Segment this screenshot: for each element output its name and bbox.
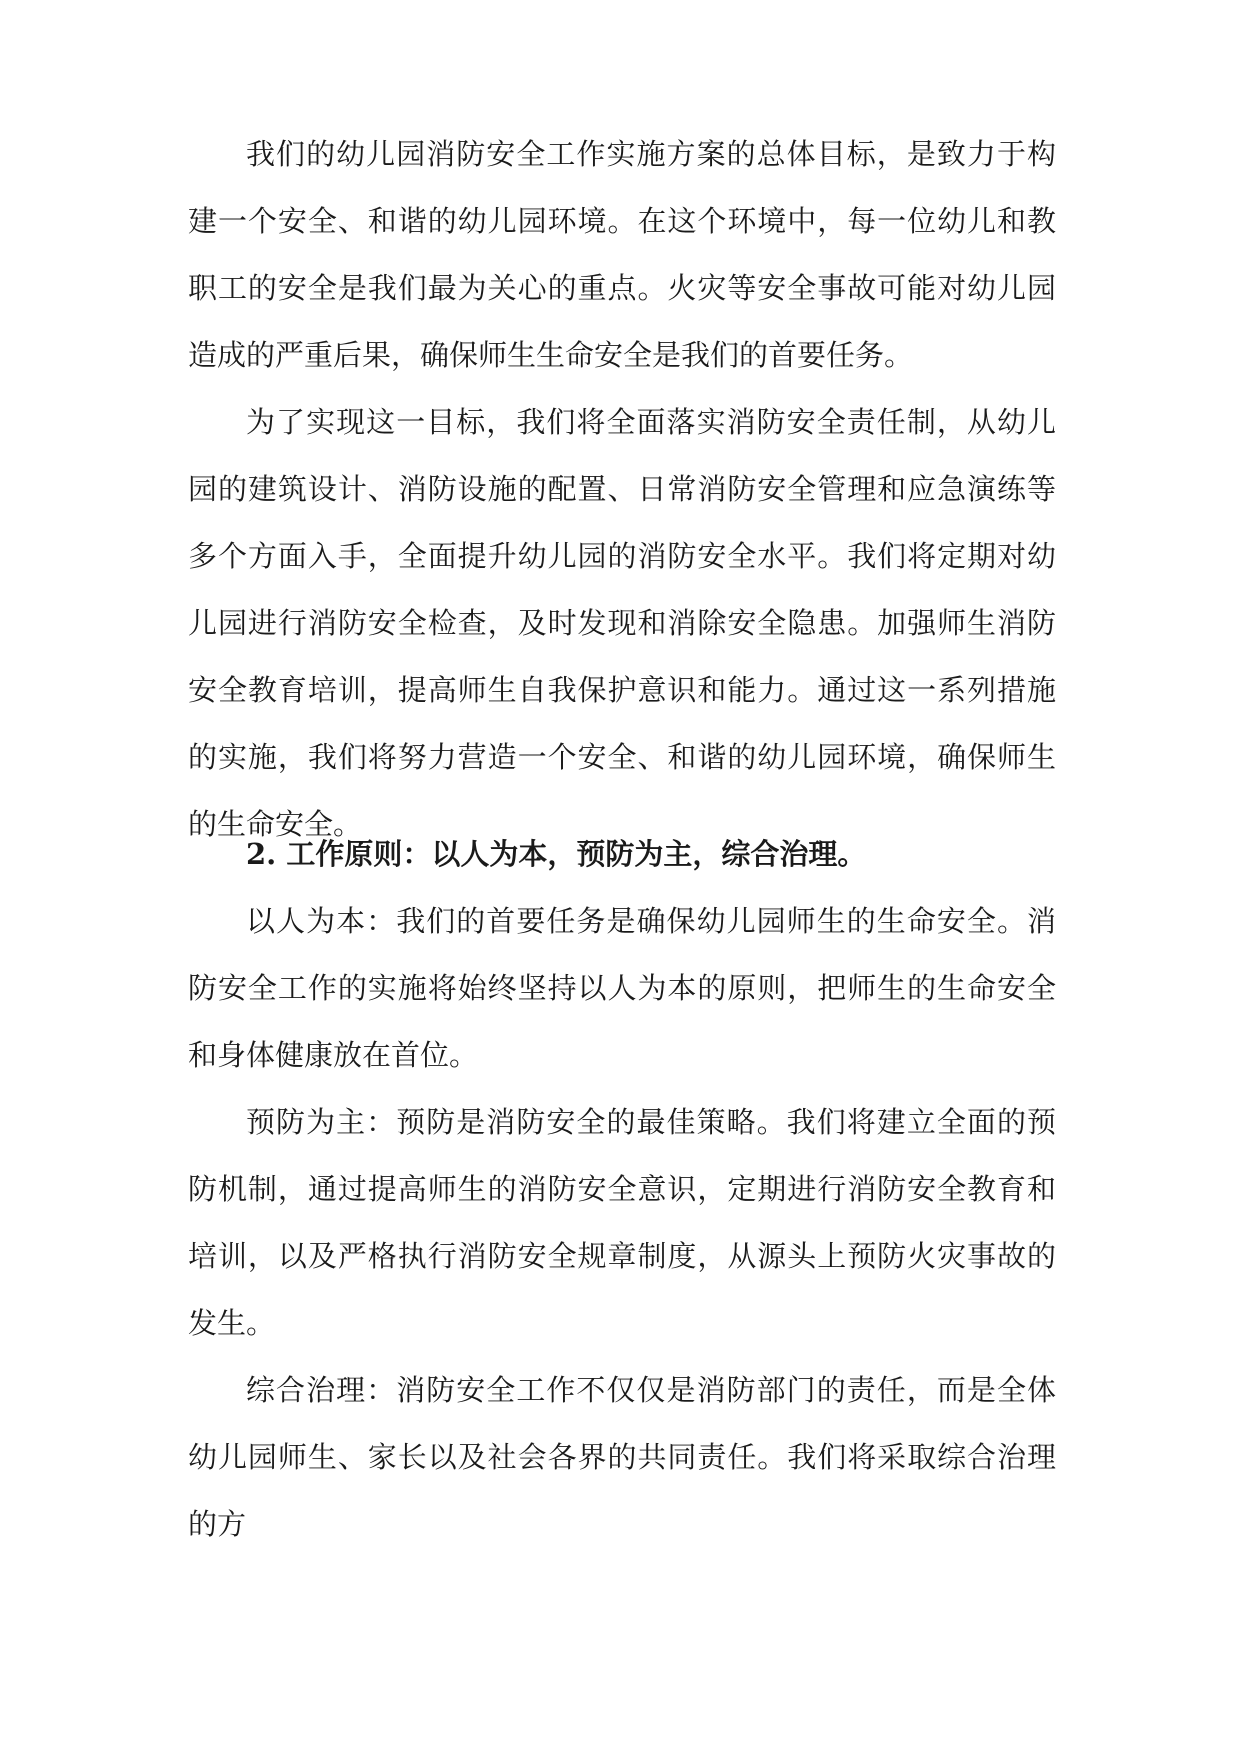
paragraph-comprehensive-governance: 综合治理：消防安全工作不仅仅是消防部门的责任，而是全体幼儿园师生、家长以及社会各界的共同责任。我们将采取综合治理的方 xyxy=(188,1373,1056,1541)
paragraph-overall-goal: 我们的幼儿园消防安全工作实施方案的总体目标，是致力于构建一个安全、和谐的幼儿园环境。在这个环境中，每一位幼儿和教职工的安全是我们最为关心的重点。火灾等安全事故可能对幼儿园造成的严重后果，确保师生生命安全是我们的首要任务。 xyxy=(188,137,1056,372)
section-heading: 2. 工作原则：以人为本，预防为主，综合治理。 xyxy=(246,837,867,871)
body-text-top xyxy=(188,121,1056,858)
body-text-principles xyxy=(188,821,1056,1558)
paragraph-people-oriented: 以人为本：我们的首要任务是确保幼儿园师生的生命安全。消防安全工作的实施将始终坚持以人为本的原则，把师生的生命安全和身体健康放在首位。 xyxy=(188,904,1056,1072)
paragraph-implementation: 为了实现这一目标，我们将全面落实消防安全责任制，从幼儿园的建筑设计、消防设施的配置、日常消防安全管理和应急演练等多个方面入手，全面提升幼儿园的消防安全水平。我们将定期对幼儿园进行消防安全检查，及时发现和消除安全隐患。加强师生消防安全教育培训，提高师生自我保护意识和能力。通过这一系列措施的实施，我们将努力营造一个安全、和谐的幼儿园环境，确保师生的生命安全。 xyxy=(188,405,1056,841)
paragraph-prevention-first: 预防为主：预防是消防安全的最佳策略。我们将建立全面的预防机制，通过提高师生的消防安全意识，定期进行消防安全教育和培训，以及严格执行消防安全规章制度，从源头上预防火灾事故的发生。 xyxy=(188,1105,1056,1340)
